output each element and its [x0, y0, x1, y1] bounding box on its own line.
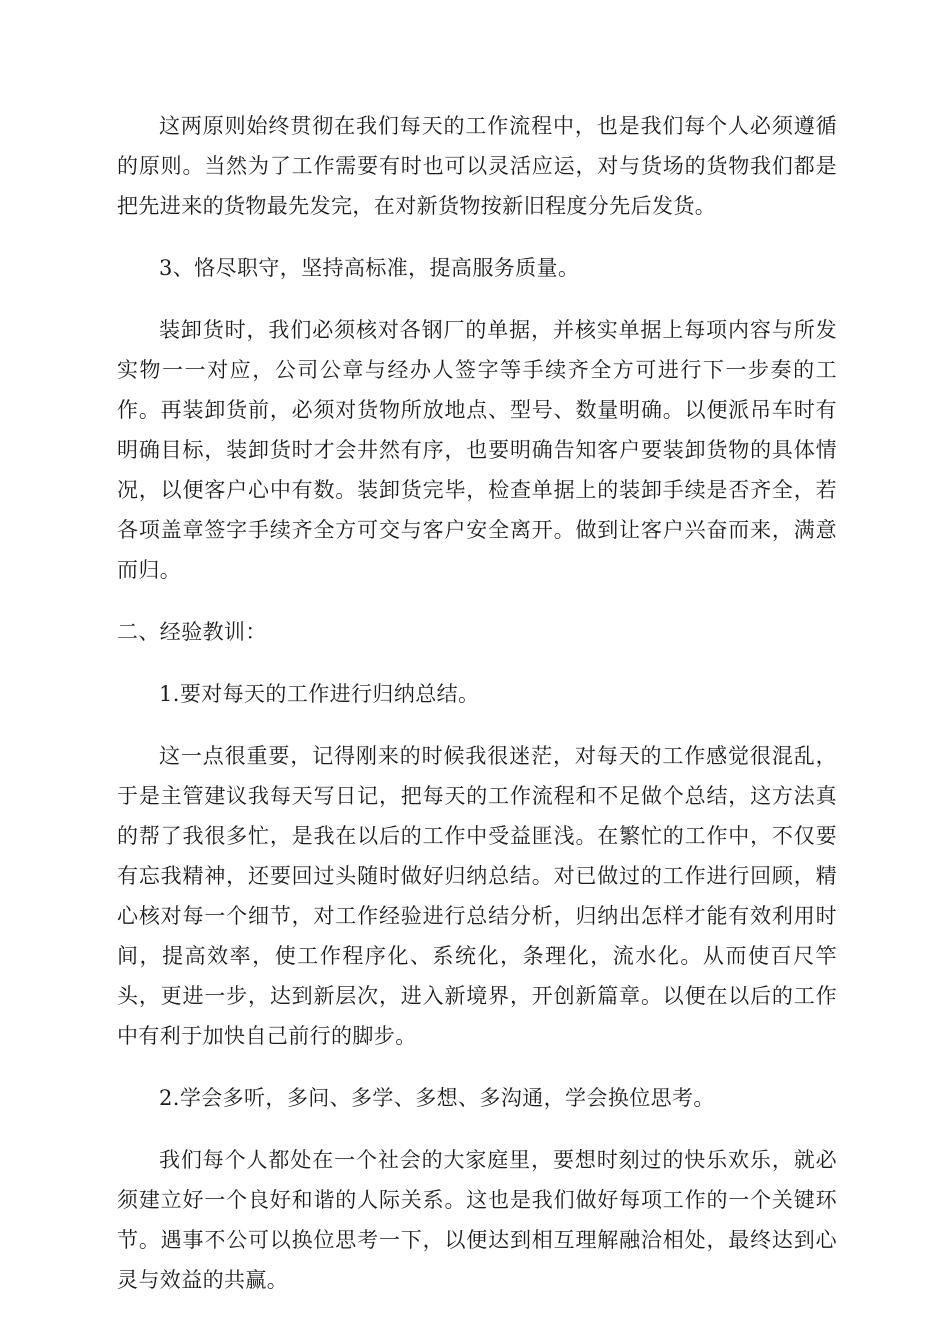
- paragraph-principles: 这两原则始终贯彻在我们每天的工作流程中，也是我们每个人必须遵循的原则。当然为了工作需要有时也可以灵活应运，对与货场的货物我们都是把先进来的货物最先发完，在对新货物按新旧程度分先后发货。: [117, 114, 837, 218]
- paragraph-loading: 装卸货时，我们必须核对各钢厂的单据，并核实单据上每项内容与所发实物一一对应，公司公章与经办人签字等手续齐全方可进行下一步奏的工作。再装卸货前，必须对货物所放地点、型号、数量明确。以便派吊车时有明确目标，装卸货时才会井然有序，也要明确告知客户要装卸货物的具体情况，以便客户心中有数。装卸货完毕，检查单据上的装卸手续是否齐全，若各项盖章签字手续齐全方可交与客户安全离开。做到让客户兴奋而来，满意而归。: [117, 318, 837, 582]
- document-body: [117, 106, 837, 1322]
- subheading-duty: 3、恪尽职守，坚持高标准，提高服务质量。: [159, 256, 580, 280]
- section-heading-lessons: 二、经验教训：: [117, 620, 267, 644]
- paragraph-summary: 这一点很重要，记得刚来的时候我很迷茫，对每天的工作感觉很混乱，于是主管建议我每天写日记，把每天的工作流程和不足做个总结，这方法真的帮了我很多忙，是我在以后的工作中受益匪浅。在繁忙的工作中，不仅要有忘我精神，还要回过头随时做好归纳总结。对已做过的工作进行回顾，精心核对每一个细节，对工作经验进行总结分析，归纳出怎样才能有效利用时间，提高效率，使工作程序化、系统化，条理化，流水化。从而使百尺竿头，更进一步，达到新层次，进入新境界，开创新篇章。以便在以后的工作中有利于加快自己前行的脚步。: [117, 744, 837, 1048]
- paragraph-communication: 我们每个人都处在一个社会的大家庭里，要想时刻过的快乐欢乐，就必须建立好一个良好和谐的人际关系。这也是我们做好每项工作的一个关键环节。遇事不公可以换位思考一下，以便达到相互理解融洽相处，最终达到心灵与效益的共赢。: [117, 1148, 837, 1292]
- subheading-summary: 1.要对每天的工作进行归纳总结。: [159, 682, 480, 706]
- subheading-communication: 2.学会多听，多问、多学、多想、多沟通，学会换位思考。: [159, 1086, 715, 1110]
